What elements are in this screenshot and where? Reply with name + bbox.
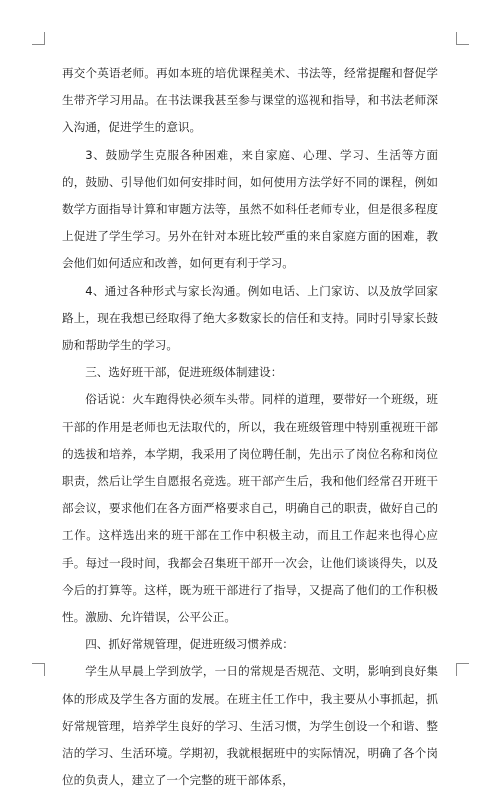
crop-mark-top-right <box>456 32 469 45</box>
crop-mark-top-left <box>32 32 45 45</box>
section-heading-4: 四、抓好常规管理，促进班级习惯养成： <box>85 637 294 652</box>
crop-mark-bottom-left <box>32 663 45 676</box>
paragraph-class-cadre: 俗话说：火车跑得快必须车头带。同样的道理，要带好一个班级，班干部的作用是老师也无法取代的，所以，我在班级管理中特别重视班干部的选拔和培养，本学期，我采用了岗位聘任制，先出示了岗位名称和岗位职责，然后让学生自愿报名竞选。班干部产生后，我和他们经常召开班干部会议，要求他们在各方面严格要求自己，明确自己的职责，做好自己的工作。这样选出来的班干部在工作中积极主动，而且工作起来也得心应手。每过一段时间，我都会召集班干部开一次会，让他们谈谈得失，以及今后的打算等。这样，既为班干部进行了指导，又提高了他们的工作积极性。激励、允许错误，公平公正。 <box>62 392 438 625</box>
paragraph-routine-management: 学生从早晨上学到放学，一日的常规是否规范、文明，影响到良好集体的形成及学生各方面的发展。在班主任工作中，我主要从小事抓起，抓好常规管理，培养学生良好的学习、生活习惯，为学生创设一个和谐、整洁的学习、生活环境。学期初，我就根据班中的实际情况，明确了各个岗位的负责人，建立了一个完整的班干部体系， <box>62 664 438 788</box>
crop-mark-bottom-right <box>456 663 469 676</box>
document-body <box>62 60 438 794</box>
section-heading-3: 三、选好班干部，促进班级体制建设： <box>85 365 283 380</box>
paragraph-item-3: 3、鼓励学生克服各种困难，来自家庭、心理、学习、生活等方面的，鼓励、引导他们如何安排时间，如何使用方法学好不同的课程，例如数学方面指导计算和审题方法等，虽然不如科任老师专业，但是很多程度上促进了学生学习。另外在针对本班比较严重的来自家庭方面的困难，教会他们如何适应和改善，如何更有利于学习。 <box>62 147 438 271</box>
paragraph-continuation: 再交个英语老师。再如本班的培优课程美术、书法等，经常提醒和督促学生带齐学习用品。在书法课我甚至参与课堂的巡视和指导，和书法老师深入沟通，促进学生的意识。 <box>62 66 438 135</box>
paragraph-item-4: 4、通过各种形式与家长沟通。例如电话、上门家访、以及放学回家路上，现在我想已经取得了绝大多数家长的信任和支持。同时引导家长鼓励和帮助学生的学习。 <box>62 283 438 353</box>
